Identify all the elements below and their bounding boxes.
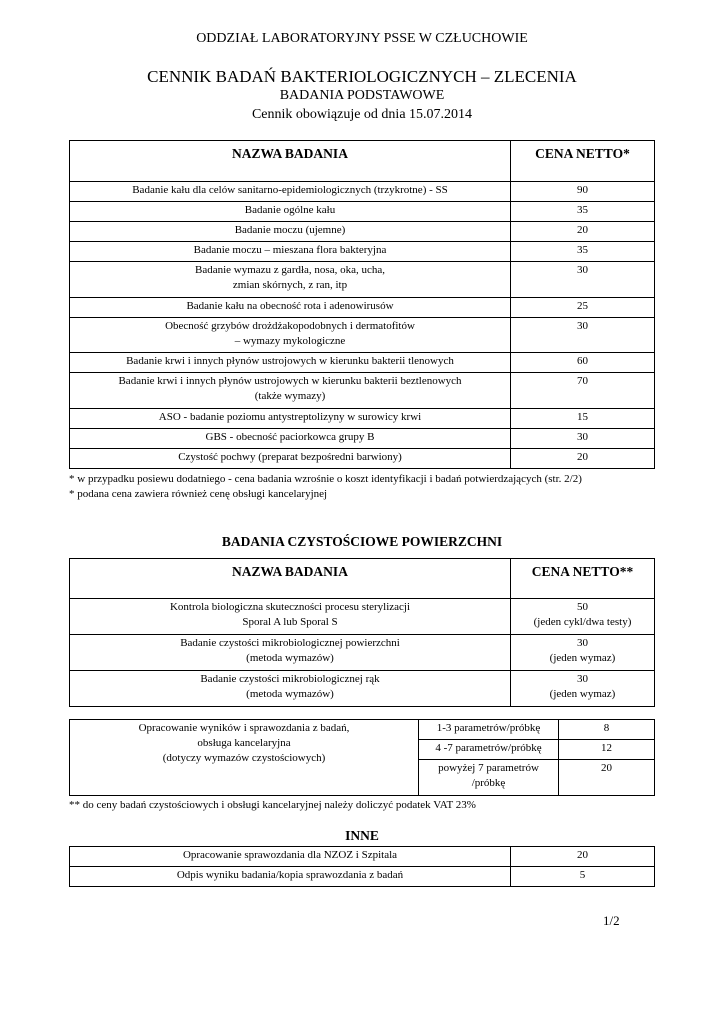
- param-range: 4 -7 parametrów/próbkę: [419, 740, 559, 760]
- test-name: Czystość pochwy (preparat bezpośredni barwiony): [70, 449, 511, 469]
- col-name-header: NAZWA BADANIA: [70, 559, 511, 599]
- test-name: ASO - badanie poziomu antystreptolizyny w surowicy krwi: [70, 409, 511, 429]
- test-price: 25: [511, 298, 655, 318]
- test-price: 35: [511, 202, 655, 222]
- table-row: [70, 182, 655, 202]
- test-name: Badanie czystości mikrobiologicznej powierzchni (metoda wymazów): [70, 635, 511, 671]
- surface-tests-table: [69, 558, 655, 707]
- col-price-header: CENA NETTO*: [511, 141, 655, 182]
- test-name: Badanie czystości mikrobiologicznej rąk (metoda wymazów): [70, 671, 511, 707]
- page-number: 1/2: [603, 913, 620, 928]
- test-price: 50 (jeden cykl/dwa testy): [511, 599, 655, 635]
- test-name: Badanie krwi i innych płynów ustrojowych w kierunku bakterii beztlenowych (także wymazy): [70, 373, 511, 409]
- param-range: powyżej 7 parametrów /próbkę: [419, 760, 559, 796]
- table-row: [70, 373, 655, 409]
- footnote-vat: ** do ceny badań czystościowych i obsługi kancelaryjnej należy doliczyć podatek VAT 23%: [69, 799, 476, 811]
- test-price: 20: [511, 449, 655, 469]
- other-section-title: INNE: [345, 828, 379, 843]
- valid-date: Cennik obowiązuje od dnia 15.07.2014: [251, 107, 473, 122]
- test-name: Kontrola biologiczna skuteczności procesu sterylizacji Sporal A lub Sporal S: [70, 599, 511, 635]
- footnote-basic-1: * w przypadku posiewu dodatniego - cena badania wzrośnie o koszt identyfikacji i badań potwierdzających (str. 2/2): [69, 473, 582, 485]
- test-price: 90: [511, 182, 655, 202]
- service-price: 5: [511, 867, 655, 887]
- table-row: [70, 429, 655, 449]
- other-table: [69, 846, 655, 887]
- footnote-basic-2: * podana cena zawiera również cenę obsługi kancelaryjnej: [69, 488, 328, 500]
- table-row: [70, 202, 655, 222]
- test-price: 35: [511, 242, 655, 262]
- surface-section-title: BADANIA CZYSTOŚCIOWE POWIERZCHNI: [221, 534, 503, 549]
- table-row: [70, 847, 655, 867]
- test-name: Badanie kału dla celów sanitarno-epidemiologicznych (trzykrotne) - SS: [70, 182, 511, 202]
- test-name: Badanie wymazu z gardła, nosa, oka, ucha, zmian skórnych, z ran, itp: [70, 262, 511, 298]
- table-row: [70, 409, 655, 429]
- test-name: GBS - obecność paciorkowca grupy B: [70, 429, 511, 449]
- test-price: 30: [511, 318, 655, 353]
- test-price: 30 (jeden wymaz): [511, 635, 655, 671]
- param-price: 12: [559, 740, 655, 760]
- table-row: [70, 242, 655, 262]
- param-price: 8: [559, 720, 655, 740]
- table-row: [70, 867, 655, 887]
- table-row: [70, 599, 655, 635]
- table-row: [70, 353, 655, 373]
- table-row: [70, 671, 655, 707]
- processing-table: [69, 719, 655, 796]
- test-price: 30: [511, 429, 655, 449]
- param-range: 1-3 parametrów/próbkę: [419, 720, 559, 740]
- col-name-header: NAZWA BADANIA: [70, 141, 511, 182]
- table-row: [70, 262, 655, 298]
- service-price: 20: [511, 847, 655, 867]
- test-price: 30: [511, 262, 655, 298]
- test-price: 15: [511, 409, 655, 429]
- test-price: 20: [511, 222, 655, 242]
- table-row: [70, 318, 655, 353]
- table-row: [70, 222, 655, 242]
- test-price: 30 (jeden wymaz): [511, 671, 655, 707]
- page-title: CENNIK BADAŃ BAKTERIOLOGICZNYCH – ZLECENIA: [147, 67, 577, 86]
- test-name: Badanie kału na obecność rota i adenowirusów: [70, 298, 511, 318]
- service-name: Odpis wyniku badania/kopia sprawozdania z badań: [70, 867, 511, 887]
- lab-name: ODDZIAŁ LABORATORYJNY PSSE W CZŁUCHOWIE: [196, 31, 528, 46]
- test-name: Badanie moczu (ujemne): [70, 222, 511, 242]
- test-price: 70: [511, 373, 655, 409]
- processing-description: Opracowanie wyników i sprawozdania z badań, obsługa kancelaryjna (dotyczy wymazów czystościowych): [70, 720, 419, 796]
- table-row: [70, 635, 655, 671]
- page-subtitle: BADANIA PODSTAWOWE: [279, 88, 445, 103]
- table-row: [70, 449, 655, 469]
- col-price-header: CENA NETTO**: [511, 559, 655, 599]
- test-name: Obecność grzybów drożdżakopodobnych i dermatofitów – wymazy mykologiczne: [70, 318, 511, 353]
- test-name: Badanie krwi i innych płynów ustrojowych w kierunku bakterii tlenowych: [70, 353, 511, 373]
- param-price: 20: [559, 760, 655, 796]
- basic-tests-table: [69, 140, 655, 469]
- table-row: [70, 720, 655, 740]
- table-row: [70, 298, 655, 318]
- service-name: Opracowanie sprawozdania dla NZOZ i Szpitala: [70, 847, 511, 867]
- test-price: 60: [511, 353, 655, 373]
- test-name: Badanie moczu – mieszana flora bakteryjna: [70, 242, 511, 262]
- test-name: Badanie ogólne kału: [70, 202, 511, 222]
